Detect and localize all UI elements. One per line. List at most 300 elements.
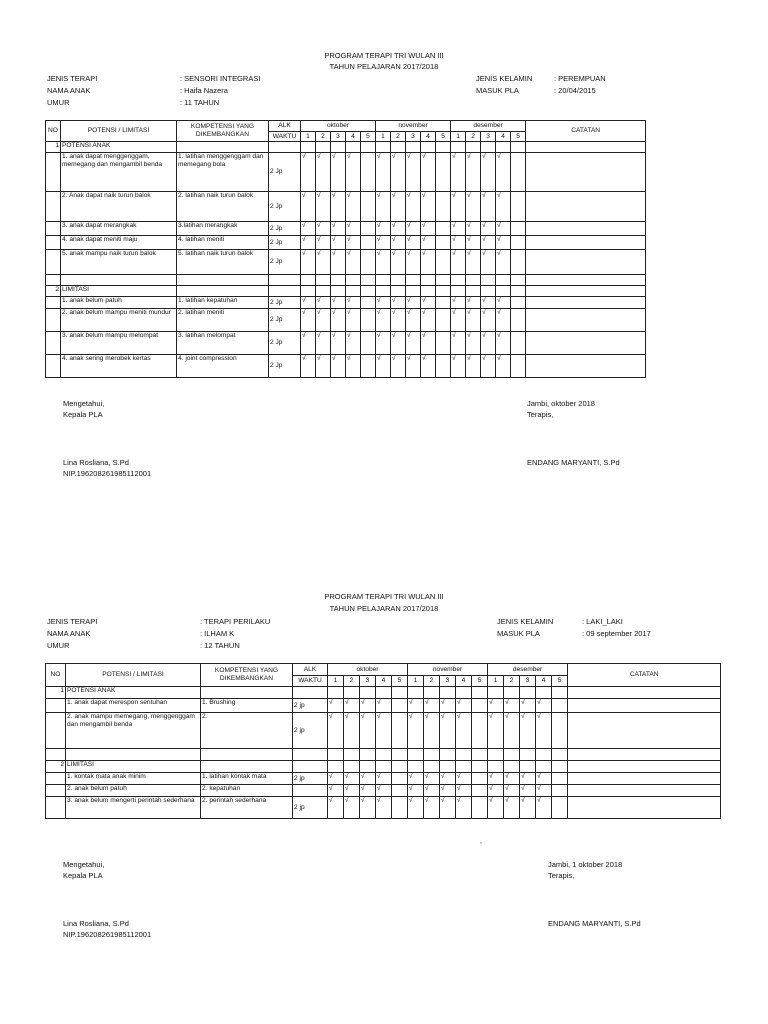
check-mark: √ — [481, 192, 496, 222]
check-mark: √ — [451, 297, 466, 309]
check-mark: √ — [391, 153, 406, 192]
check-mark: √ — [520, 773, 536, 785]
check-mark: √ — [328, 785, 344, 797]
check-mark: √ — [360, 773, 376, 785]
check-mark: √ — [331, 222, 346, 236]
check-mark: √ — [331, 309, 346, 332]
check-mark: √ — [424, 699, 440, 713]
doc1-terapis: Terapis, — [527, 410, 554, 419]
header-potensi: POTENSI / LIMITASI — [61, 121, 177, 142]
check-mark: √ — [376, 222, 391, 236]
empty-cell — [440, 761, 456, 773]
header-week-2: 2 — [466, 132, 481, 142]
check-mark: √ — [536, 785, 552, 797]
check-mark: √ — [406, 236, 421, 250]
check-mark: √ — [424, 785, 440, 797]
check-mark: √ — [301, 250, 316, 275]
empty-cell — [456, 761, 472, 773]
header-week-2: 2 — [316, 132, 331, 142]
check-mark: √ — [504, 713, 520, 749]
kompetensi-cell: 4. joint compression — [177, 355, 269, 378]
header-week-1: 1 — [488, 676, 504, 687]
table-row — [46, 355, 646, 378]
doc2-nama-anak: : ILHAM K — [200, 629, 235, 638]
catatan-cell — [526, 332, 646, 355]
empty-cell — [177, 286, 269, 297]
check-mark: √ — [301, 192, 316, 222]
header-week-1: 1 — [301, 132, 316, 142]
week-cell — [392, 713, 408, 749]
row-number — [46, 297, 61, 309]
table-row — [46, 222, 646, 236]
empty-cell — [331, 142, 346, 153]
check-mark: √ — [451, 250, 466, 275]
empty-cell — [536, 687, 552, 699]
week-cell — [436, 332, 451, 355]
empty-cell — [472, 749, 488, 761]
empty-cell — [424, 749, 440, 761]
check-mark: √ — [496, 222, 511, 236]
empty-cell — [472, 761, 488, 773]
empty-cell — [406, 286, 421, 297]
check-mark: √ — [301, 355, 316, 378]
table-row — [46, 297, 646, 309]
check-mark: √ — [331, 355, 346, 378]
check-mark: √ — [488, 773, 504, 785]
check-mark: √ — [536, 773, 552, 785]
doc2-tanggal: Jambi, 1 oktober 2018 — [548, 860, 623, 869]
check-mark: √ — [406, 355, 421, 378]
check-mark: √ — [316, 236, 331, 250]
check-mark: √ — [406, 192, 421, 222]
check-mark: √ — [481, 222, 496, 236]
empty-cell — [376, 286, 391, 297]
table-row — [46, 153, 646, 192]
row-number — [46, 797, 66, 819]
empty-cell — [520, 761, 536, 773]
check-mark: √ — [376, 250, 391, 275]
header-kompetensi-line2: DIKEMBANGKAN — [195, 131, 250, 138]
section-title: LIMITASI — [66, 761, 201, 773]
empty-cell — [456, 749, 472, 761]
doc2-masuk-pla: : 09 september 2017 — [582, 629, 651, 638]
check-mark: √ — [376, 797, 392, 819]
alk-cell: 2 jp — [293, 773, 328, 785]
header-week-4: 4 — [376, 676, 392, 687]
check-mark: √ — [376, 773, 392, 785]
empty-cell — [466, 275, 481, 286]
empty-cell — [269, 286, 301, 297]
empty-cell — [472, 687, 488, 699]
week-cell — [361, 192, 376, 222]
empty-cell — [376, 749, 392, 761]
empty-cell — [440, 749, 456, 761]
check-mark: √ — [481, 332, 496, 355]
check-mark: √ — [481, 355, 496, 378]
doc2-kepala-nip: NIP.196208261985112001 — [63, 930, 152, 939]
section-title: LIMITASI — [61, 286, 177, 297]
empty-cell — [552, 749, 568, 761]
header-week-2: 2 — [344, 676, 360, 687]
check-mark: √ — [391, 250, 406, 275]
empty-cell — [177, 142, 269, 153]
check-mark: √ — [421, 250, 436, 275]
row-number — [46, 785, 66, 797]
section-row — [46, 286, 646, 297]
catatan-cell — [568, 713, 721, 749]
check-mark: √ — [376, 236, 391, 250]
check-mark: √ — [328, 773, 344, 785]
empty-cell — [61, 275, 177, 286]
check-mark: √ — [376, 192, 391, 222]
doc1-nama-anak: : Haifa Nazera — [180, 86, 228, 95]
catatan-cell — [526, 250, 646, 275]
week-cell — [472, 797, 488, 819]
check-mark: √ — [481, 250, 496, 275]
check-mark: √ — [301, 236, 316, 250]
table-row — [46, 699, 721, 713]
header-alk: ALK — [269, 121, 301, 132]
check-mark: √ — [520, 797, 536, 819]
header-catatan: CATATAN — [526, 121, 646, 142]
empty-cell — [46, 275, 61, 286]
week-cell — [392, 773, 408, 785]
empty-cell — [66, 749, 201, 761]
empty-cell — [346, 142, 361, 153]
empty-cell — [424, 687, 440, 699]
row-number — [46, 192, 61, 222]
empty-cell — [316, 286, 331, 297]
check-mark: √ — [376, 785, 392, 797]
week-cell — [552, 699, 568, 713]
doc1-title: PROGRAM TERAPI TRI WULAN III — [324, 51, 444, 60]
empty-cell — [504, 761, 520, 773]
doc2-terapis: Terapis, — [548, 871, 575, 880]
table-row — [46, 332, 646, 355]
empty-cell — [526, 275, 646, 286]
check-mark: √ — [421, 332, 436, 355]
check-mark: √ — [331, 332, 346, 355]
header-week-1: 1 — [408, 676, 424, 687]
alk-cell: 2 jp — [293, 797, 328, 819]
check-mark: √ — [481, 236, 496, 250]
check-mark: √ — [456, 773, 472, 785]
doc2-jenis-kelamin: : LAKI_LAKI — [582, 617, 623, 626]
header-month-desember: desember — [451, 121, 526, 132]
check-mark: √ — [421, 355, 436, 378]
check-mark: √ — [421, 192, 436, 222]
alk-cell: 2 Jp — [269, 236, 301, 250]
doc2-label-jenis-terapi: JENIS TERAPI — [47, 617, 98, 626]
check-mark: √ — [440, 773, 456, 785]
doc1-label-jenis-kelamin: JENIS KELAMIN — [476, 74, 533, 83]
check-mark: √ — [496, 192, 511, 222]
check-mark: √ — [406, 153, 421, 192]
check-mark: √ — [391, 222, 406, 236]
kompetensi-cell: 3.latihan merangkak — [177, 222, 269, 236]
section-row — [46, 142, 646, 153]
empty-cell — [406, 142, 421, 153]
header-week-3: 3 — [440, 676, 456, 687]
section-row — [46, 761, 721, 773]
empty-cell — [496, 275, 511, 286]
kompetensi-cell: 1. Brushing — [201, 699, 293, 713]
check-mark: √ — [391, 236, 406, 250]
check-mark: √ — [451, 192, 466, 222]
empty-cell — [536, 761, 552, 773]
check-mark: √ — [391, 355, 406, 378]
header-week-1: 1 — [328, 676, 344, 687]
potensi-cell: 4. anak sering merobek kertas — [61, 355, 177, 378]
doc2-terapis-nama: ENDANG MARYANTI, S.Pd — [548, 919, 641, 928]
table-row — [46, 785, 721, 797]
check-mark: √ — [346, 236, 361, 250]
empty-cell — [488, 687, 504, 699]
check-mark: √ — [451, 222, 466, 236]
check-mark: √ — [421, 309, 436, 332]
doc1-terapis-nama: ENDANG MARYANTI, S.Pd — [527, 458, 620, 467]
check-mark: √ — [496, 153, 511, 192]
empty-cell — [408, 687, 424, 699]
week-cell — [552, 785, 568, 797]
potensi-cell: 2. anak belum patuh — [66, 785, 201, 797]
header-week-3: 3 — [360, 676, 376, 687]
week-cell — [511, 332, 526, 355]
potensi-cell: 1. anak belum patuh — [61, 297, 177, 309]
section-title: POTENSI ANAK — [61, 142, 177, 153]
check-mark: √ — [488, 699, 504, 713]
check-mark: √ — [376, 699, 392, 713]
kompetensi-cell: 1. latihan kepatuhan — [177, 297, 269, 309]
catatan-cell — [526, 236, 646, 250]
kompetensi-cell: 2. latihan naik turun balok — [177, 192, 269, 222]
catatan-cell — [526, 355, 646, 378]
alk-cell: 2 Jp — [269, 153, 301, 192]
empty-cell — [392, 761, 408, 773]
week-cell — [361, 236, 376, 250]
empty-cell — [504, 687, 520, 699]
potensi-cell: 1. anak dapat merespon sentuhan — [66, 699, 201, 713]
kompetensi-cell: 1. latihan kontak mata — [201, 773, 293, 785]
empty-cell — [331, 286, 346, 297]
check-mark: √ — [316, 222, 331, 236]
check-mark: √ — [331, 236, 346, 250]
check-mark: √ — [520, 699, 536, 713]
check-mark: √ — [440, 699, 456, 713]
check-mark: √ — [488, 797, 504, 819]
check-mark: √ — [360, 797, 376, 819]
check-mark: √ — [316, 355, 331, 378]
header-week-5: 5 — [472, 676, 488, 687]
doc2-header-row — [46, 664, 721, 676]
header-no: NO — [46, 121, 61, 142]
check-mark: √ — [344, 773, 360, 785]
check-mark: √ — [496, 332, 511, 355]
check-mark: √ — [316, 297, 331, 309]
section-row — [46, 687, 721, 699]
empty-cell — [436, 275, 451, 286]
empty-cell — [466, 286, 481, 297]
doc1-header-row — [46, 121, 646, 132]
alk-cell: 2 Jp — [269, 309, 301, 332]
header-week-4: 4 — [456, 676, 472, 687]
doc2-kepala-nama: Lina Rosliana, S.Pd — [63, 919, 129, 928]
check-mark: √ — [316, 250, 331, 275]
potensi-cell: 3. anak belum mampu melompat — [61, 332, 177, 355]
doc1-label-masuk-pla: MASUK PLA — [476, 86, 519, 95]
empty-cell — [201, 687, 293, 699]
check-mark: √ — [466, 355, 481, 378]
week-cell — [361, 332, 376, 355]
header-week-3: 3 — [481, 132, 496, 142]
week-cell — [552, 797, 568, 819]
catatan-cell — [526, 297, 646, 309]
empty-cell — [344, 687, 360, 699]
check-mark: √ — [301, 153, 316, 192]
week-cell — [361, 355, 376, 378]
empty-cell — [331, 275, 346, 286]
kompetensi-cell: 1. latihan menggenggam dan memegang bola — [177, 153, 269, 192]
week-cell — [436, 153, 451, 192]
week-cell — [511, 309, 526, 332]
check-mark: √ — [440, 797, 456, 819]
doc1-jenis-terapi: : SENSORI INTEGRASI — [180, 74, 261, 83]
header-catatan: CATATAN — [568, 664, 721, 687]
doc1-label-umur: UMUR — [47, 98, 70, 107]
check-mark: √ — [408, 699, 424, 713]
alk-cell: 2 Jp — [269, 192, 301, 222]
header-potensi: POTENSI / LIMITASI — [66, 664, 201, 687]
doc2-umur: : 12 TAHUN — [200, 641, 240, 650]
check-mark: √ — [421, 236, 436, 250]
header-week-2: 2 — [424, 676, 440, 687]
alk-cell: 2 Jp — [269, 222, 301, 236]
header-month-desember: desember — [488, 664, 568, 676]
empty-cell — [406, 275, 421, 286]
empty-cell — [520, 749, 536, 761]
catatan-cell — [526, 309, 646, 332]
check-mark: √ — [346, 297, 361, 309]
check-mark: √ — [536, 797, 552, 819]
empty-cell — [391, 142, 406, 153]
header-week-5: 5 — [361, 132, 376, 142]
week-cell — [436, 355, 451, 378]
check-mark: √ — [496, 355, 511, 378]
kompetensi-cell: 5. latihan naik turun balok — [177, 250, 269, 275]
empty-cell — [456, 687, 472, 699]
empty-cell — [293, 749, 328, 761]
empty-cell — [360, 687, 376, 699]
check-mark: √ — [301, 332, 316, 355]
empty-cell — [536, 749, 552, 761]
potensi-cell: 4. anak dapat meniti maju — [61, 236, 177, 250]
catatan-cell — [568, 785, 721, 797]
empty-cell — [328, 687, 344, 699]
potensi-cell: 2. anak mampu memegang, menggenggam dan mengambil benda — [66, 713, 201, 749]
empty-cell — [552, 687, 568, 699]
check-mark: √ — [451, 309, 466, 332]
empty-cell — [376, 275, 391, 286]
doc1-umur: : 11 TAHUN — [180, 98, 220, 107]
header-week-4: 4 — [346, 132, 361, 142]
header-week-3: 3 — [331, 132, 346, 142]
week-cell — [511, 222, 526, 236]
table-row — [46, 309, 646, 332]
header-week-5: 5 — [552, 676, 568, 687]
row-number — [46, 713, 66, 749]
check-mark: √ — [440, 785, 456, 797]
catatan-cell — [568, 797, 721, 819]
empty-cell — [526, 142, 646, 153]
check-mark: √ — [504, 699, 520, 713]
doc1-mengetahui: Mengetahui, — [63, 399, 105, 408]
doc2-mengetahui: Mengetahui, — [63, 860, 105, 869]
empty-cell — [466, 142, 481, 153]
empty-cell — [488, 761, 504, 773]
empty-cell — [269, 142, 301, 153]
check-mark: √ — [408, 773, 424, 785]
doc2-label-nama-anak: NAMA ANAK — [47, 629, 91, 638]
week-cell — [511, 250, 526, 275]
empty-cell — [520, 687, 536, 699]
section-number: 2 — [46, 286, 61, 297]
header-waktu: WAKTU — [293, 676, 328, 687]
header-week-5: 5 — [392, 676, 408, 687]
check-mark: √ — [376, 297, 391, 309]
empty-cell — [451, 286, 466, 297]
check-mark: √ — [316, 192, 331, 222]
header-week-5: 5 — [436, 132, 451, 142]
empty-cell — [201, 749, 293, 761]
check-mark: √ — [421, 222, 436, 236]
row-number — [46, 153, 61, 192]
check-mark: √ — [421, 153, 436, 192]
check-mark: √ — [344, 797, 360, 819]
empty-cell — [293, 761, 328, 773]
check-mark: √ — [496, 250, 511, 275]
kompetensi-cell: 2. — [201, 713, 293, 749]
doc2-title: PROGRAM TERAPI TRI WULAN III — [324, 592, 444, 601]
doc2-jenis-terapi: : TERAPI PERILAKU — [200, 617, 271, 626]
check-mark: √ — [408, 797, 424, 819]
check-mark: √ — [331, 153, 346, 192]
empty-cell — [511, 286, 526, 297]
check-mark: √ — [346, 250, 361, 275]
check-mark: √ — [451, 236, 466, 250]
row-number — [46, 332, 61, 355]
doc2-label-masuk-pla: MASUK PLA — [497, 629, 540, 638]
check-mark: √ — [451, 355, 466, 378]
empty-cell — [361, 275, 376, 286]
header-kompetensi — [201, 664, 293, 687]
header-no: NO — [46, 664, 66, 687]
table-row — [46, 797, 721, 819]
empty-cell — [201, 761, 293, 773]
empty-cell — [568, 761, 721, 773]
check-mark: √ — [301, 309, 316, 332]
empty-cell — [436, 142, 451, 153]
check-mark: √ — [346, 355, 361, 378]
empty-cell — [488, 749, 504, 761]
week-cell — [436, 309, 451, 332]
week-cell — [552, 773, 568, 785]
alk-cell: 2 jp — [293, 699, 328, 713]
empty-cell — [451, 142, 466, 153]
doc1-kepala-nama: Lina Rosliana, S.Pd — [63, 458, 129, 467]
potensi-cell: 1. kontak mata anak minim — [66, 773, 201, 785]
check-mark: √ — [424, 773, 440, 785]
empty-cell — [301, 275, 316, 286]
